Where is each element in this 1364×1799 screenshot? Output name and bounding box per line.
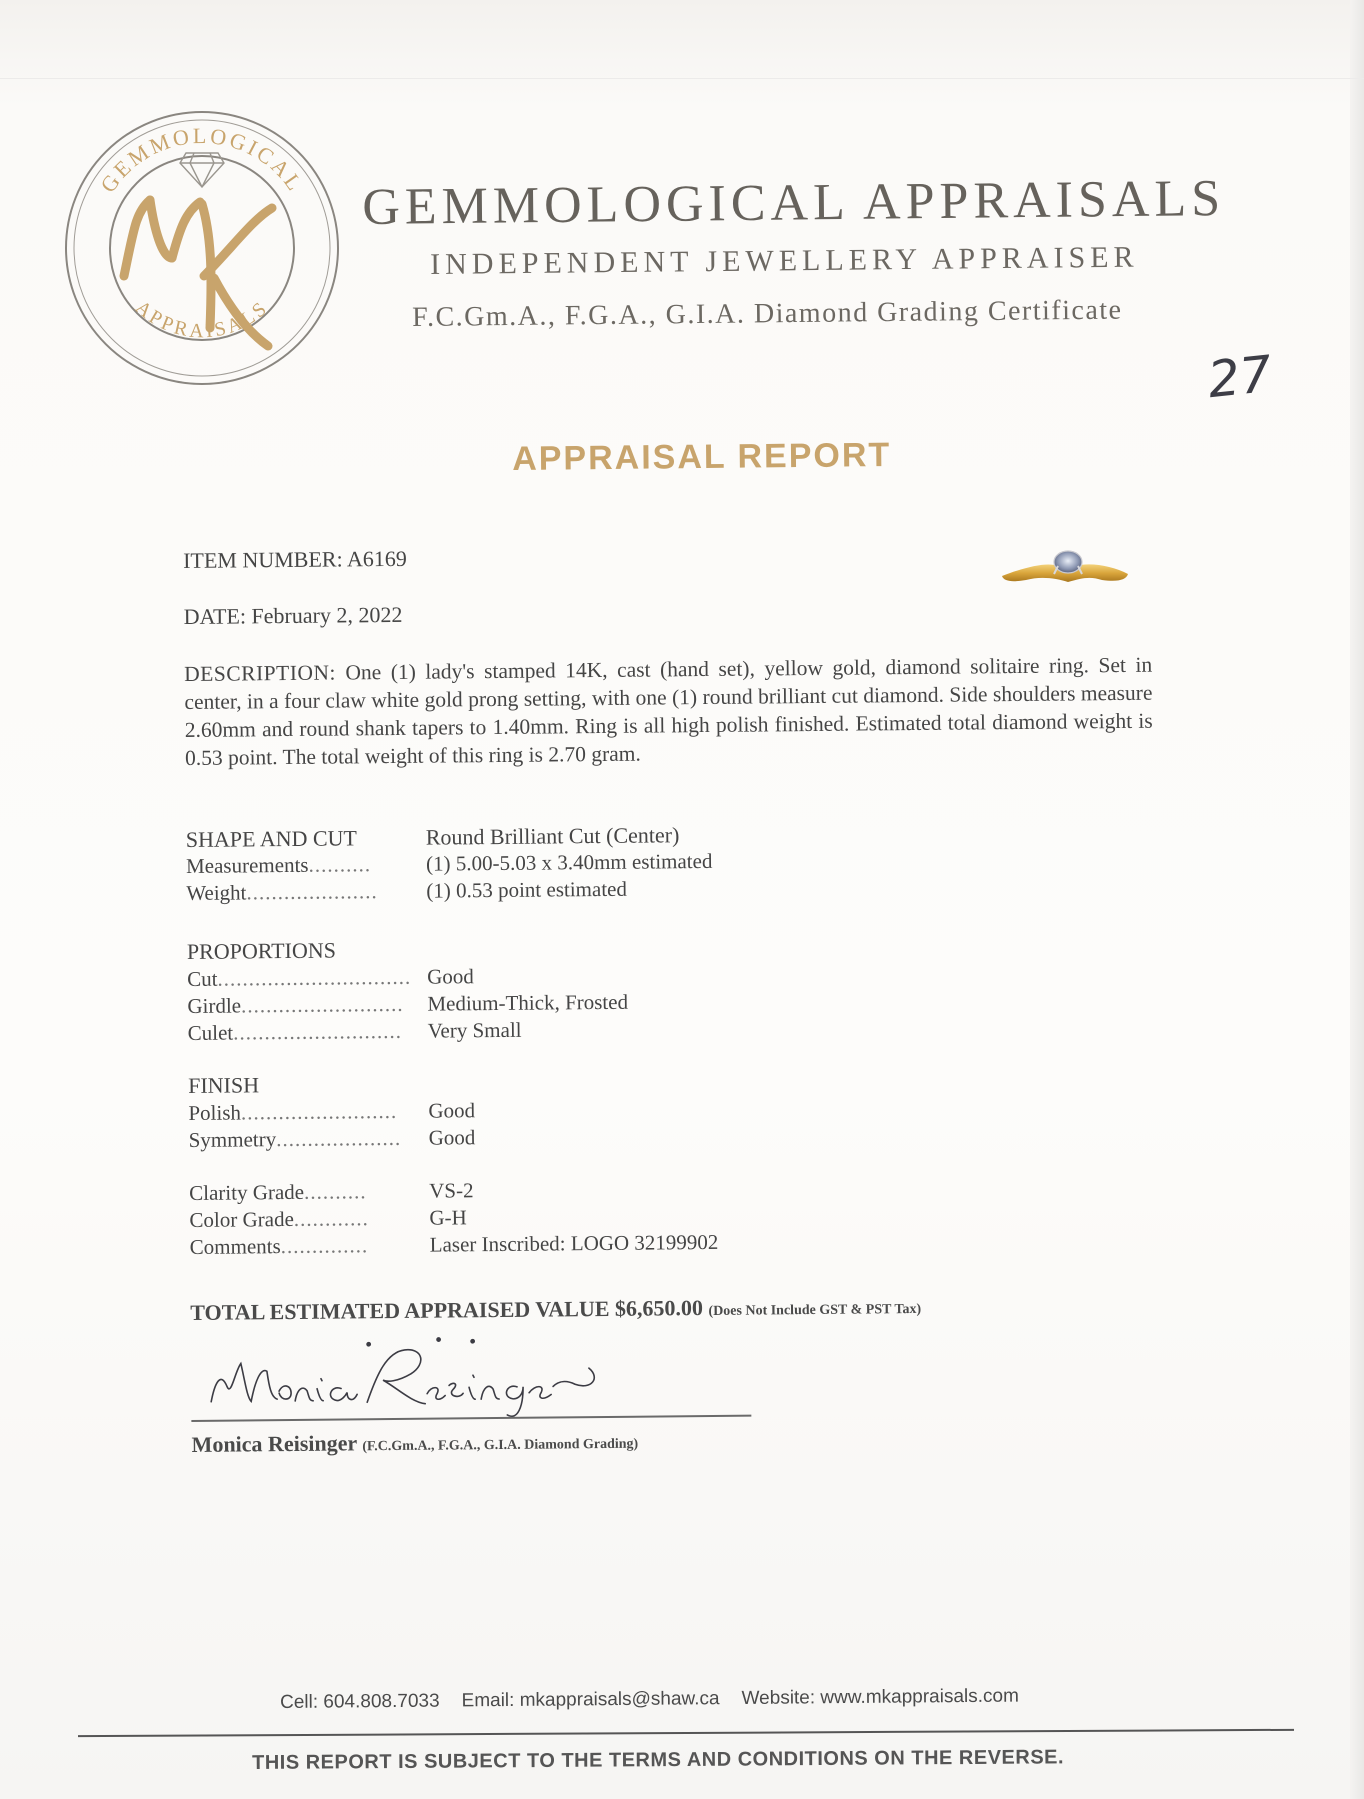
spec-label-girdle: Girdle — [187, 993, 242, 1018]
spec-label-color: Color Grade — [189, 1206, 294, 1232]
spec-value-measurements: (1) 5.00-5.03 x 3.40mm estimated — [425, 848, 713, 876]
ring-photo — [998, 536, 1134, 594]
shape-and-cut-heading: SHAPE AND CUT — [185, 825, 358, 852]
spec-value-comments: Laser Inscribed: LOGO 32199902 — [429, 1229, 719, 1257]
leader-dots: ..................... — [246, 879, 378, 905]
footer-cell: Cell: 604.808.7033 — [280, 1690, 440, 1713]
spec-value-culet: Very Small — [427, 1017, 522, 1043]
signer-credentials: (F.C.Gm.A., F.G.A., G.I.A. Diamond Grading) — [362, 1436, 639, 1455]
spec-label-culet: Culet — [187, 1020, 234, 1045]
seal-arc-top-text: GEMMOLOGICAL — [95, 122, 309, 198]
leader-dots: ......................... — [240, 1098, 398, 1125]
spec-value-symmetry: Good — [428, 1125, 476, 1150]
leader-dots: .................... — [276, 1125, 402, 1152]
spec-value-clarity: VS-2 — [429, 1178, 474, 1203]
grades-section — [189, 1173, 890, 1261]
finish-section — [188, 1065, 889, 1154]
spec-value-weight: (1) 0.53 point estimated — [426, 876, 628, 903]
proportions-heading: PROPORTIONS — [186, 937, 337, 964]
leader-dots: .......................... — [240, 991, 404, 1018]
leader-dots: .......... — [303, 1179, 367, 1204]
footer-terms-notice: THIS REPORT IS SUBJECT TO THE TERMS AND CONDITIONS ON THE REVERSE. — [252, 1746, 1065, 1774]
leader-dots: .......... — [308, 852, 372, 877]
spec-label-cut: Cut — [187, 966, 218, 991]
item-description — [184, 651, 1153, 772]
valuation-amount: $6,650.00 — [614, 1295, 704, 1321]
leader-dots: ........................... — [233, 1018, 403, 1045]
footer-website: Website: www.mkappraisals.com — [741, 1685, 1019, 1709]
leader-dots: ............................... — [217, 964, 412, 991]
report-title: APPRAISAL REPORT — [512, 436, 892, 478]
item-number: ITEM NUMBER: A6169 — [183, 545, 407, 573]
report-date: DATE: February 2, 2022 — [183, 601, 403, 629]
company-tagline: INDEPENDENT JEWELLERY APPRAISER — [430, 240, 1139, 281]
spec-label-weight: Weight — [186, 880, 247, 905]
spec-value-polish: Good — [428, 1098, 476, 1123]
spec-label-measurements: Measurements — [185, 852, 309, 878]
paper-edge — [1350, 0, 1364, 1799]
spec-label-polish: Polish — [188, 1100, 242, 1125]
proportions-section — [187, 931, 888, 1047]
seal-arc-bottom-text: APPRAISALS — [130, 296, 273, 343]
company-name: GEMMOLOGICAL APPRAISALS — [362, 169, 1226, 236]
leader-dots: .............. — [280, 1233, 369, 1259]
handwritten-signature — [191, 1327, 752, 1422]
company-seal-logo — [62, 108, 342, 388]
finish-heading: FINISH — [188, 1072, 260, 1098]
spec-label-symmetry: Symmetry — [188, 1127, 277, 1152]
top-fold-line — [0, 78, 1364, 79]
valuation-tax-note: (Does Not Include GST & PST Tax) — [708, 1301, 922, 1319]
spec-value-girdle: Medium-Thick, Frosted — [427, 989, 629, 1016]
handwritten-page-number: 27 — [1205, 344, 1275, 410]
company-credentials: F.C.Gm.A., F.G.A., G.I.A. Diamond Grading Certificate — [412, 294, 1123, 333]
description-text: One (1) lady's stamped 14K, cast (hand set), yellow gold, diamond solitaire ring. Set in center, in a four claw white gold prong setting, with one (1) round brilliant cut diamond. Side shoulders measure 2.60mm and round shank tapers to 1.40mm. Ring is all high polish finished. Estimated total diamond weight is 0.53 point. The total weight of this ring is 2.70 gram. — [184, 652, 1153, 770]
signer-name — [191, 1428, 638, 1458]
description-label: DESCRIPTION: — [184, 660, 337, 686]
leader-dots: ............ — [293, 1206, 369, 1231]
spec-label-clarity: Clarity Grade — [189, 1179, 305, 1205]
spec-label-comments: Comments — [189, 1234, 281, 1259]
spec-value-color: G-H — [429, 1205, 467, 1230]
shape-and-cut-value: Round Brilliant Cut (Center) — [425, 822, 680, 850]
valuation-label: TOTAL ESTIMATED APPRAISED VALUE — [190, 1295, 610, 1325]
spec-value-cut: Good — [427, 964, 474, 989]
signer-printed-name: Monica Reisinger — [191, 1430, 357, 1457]
footer-email: Email: mkappraisals@shaw.ca — [461, 1688, 720, 1712]
shape-and-cut-section — [186, 819, 887, 907]
